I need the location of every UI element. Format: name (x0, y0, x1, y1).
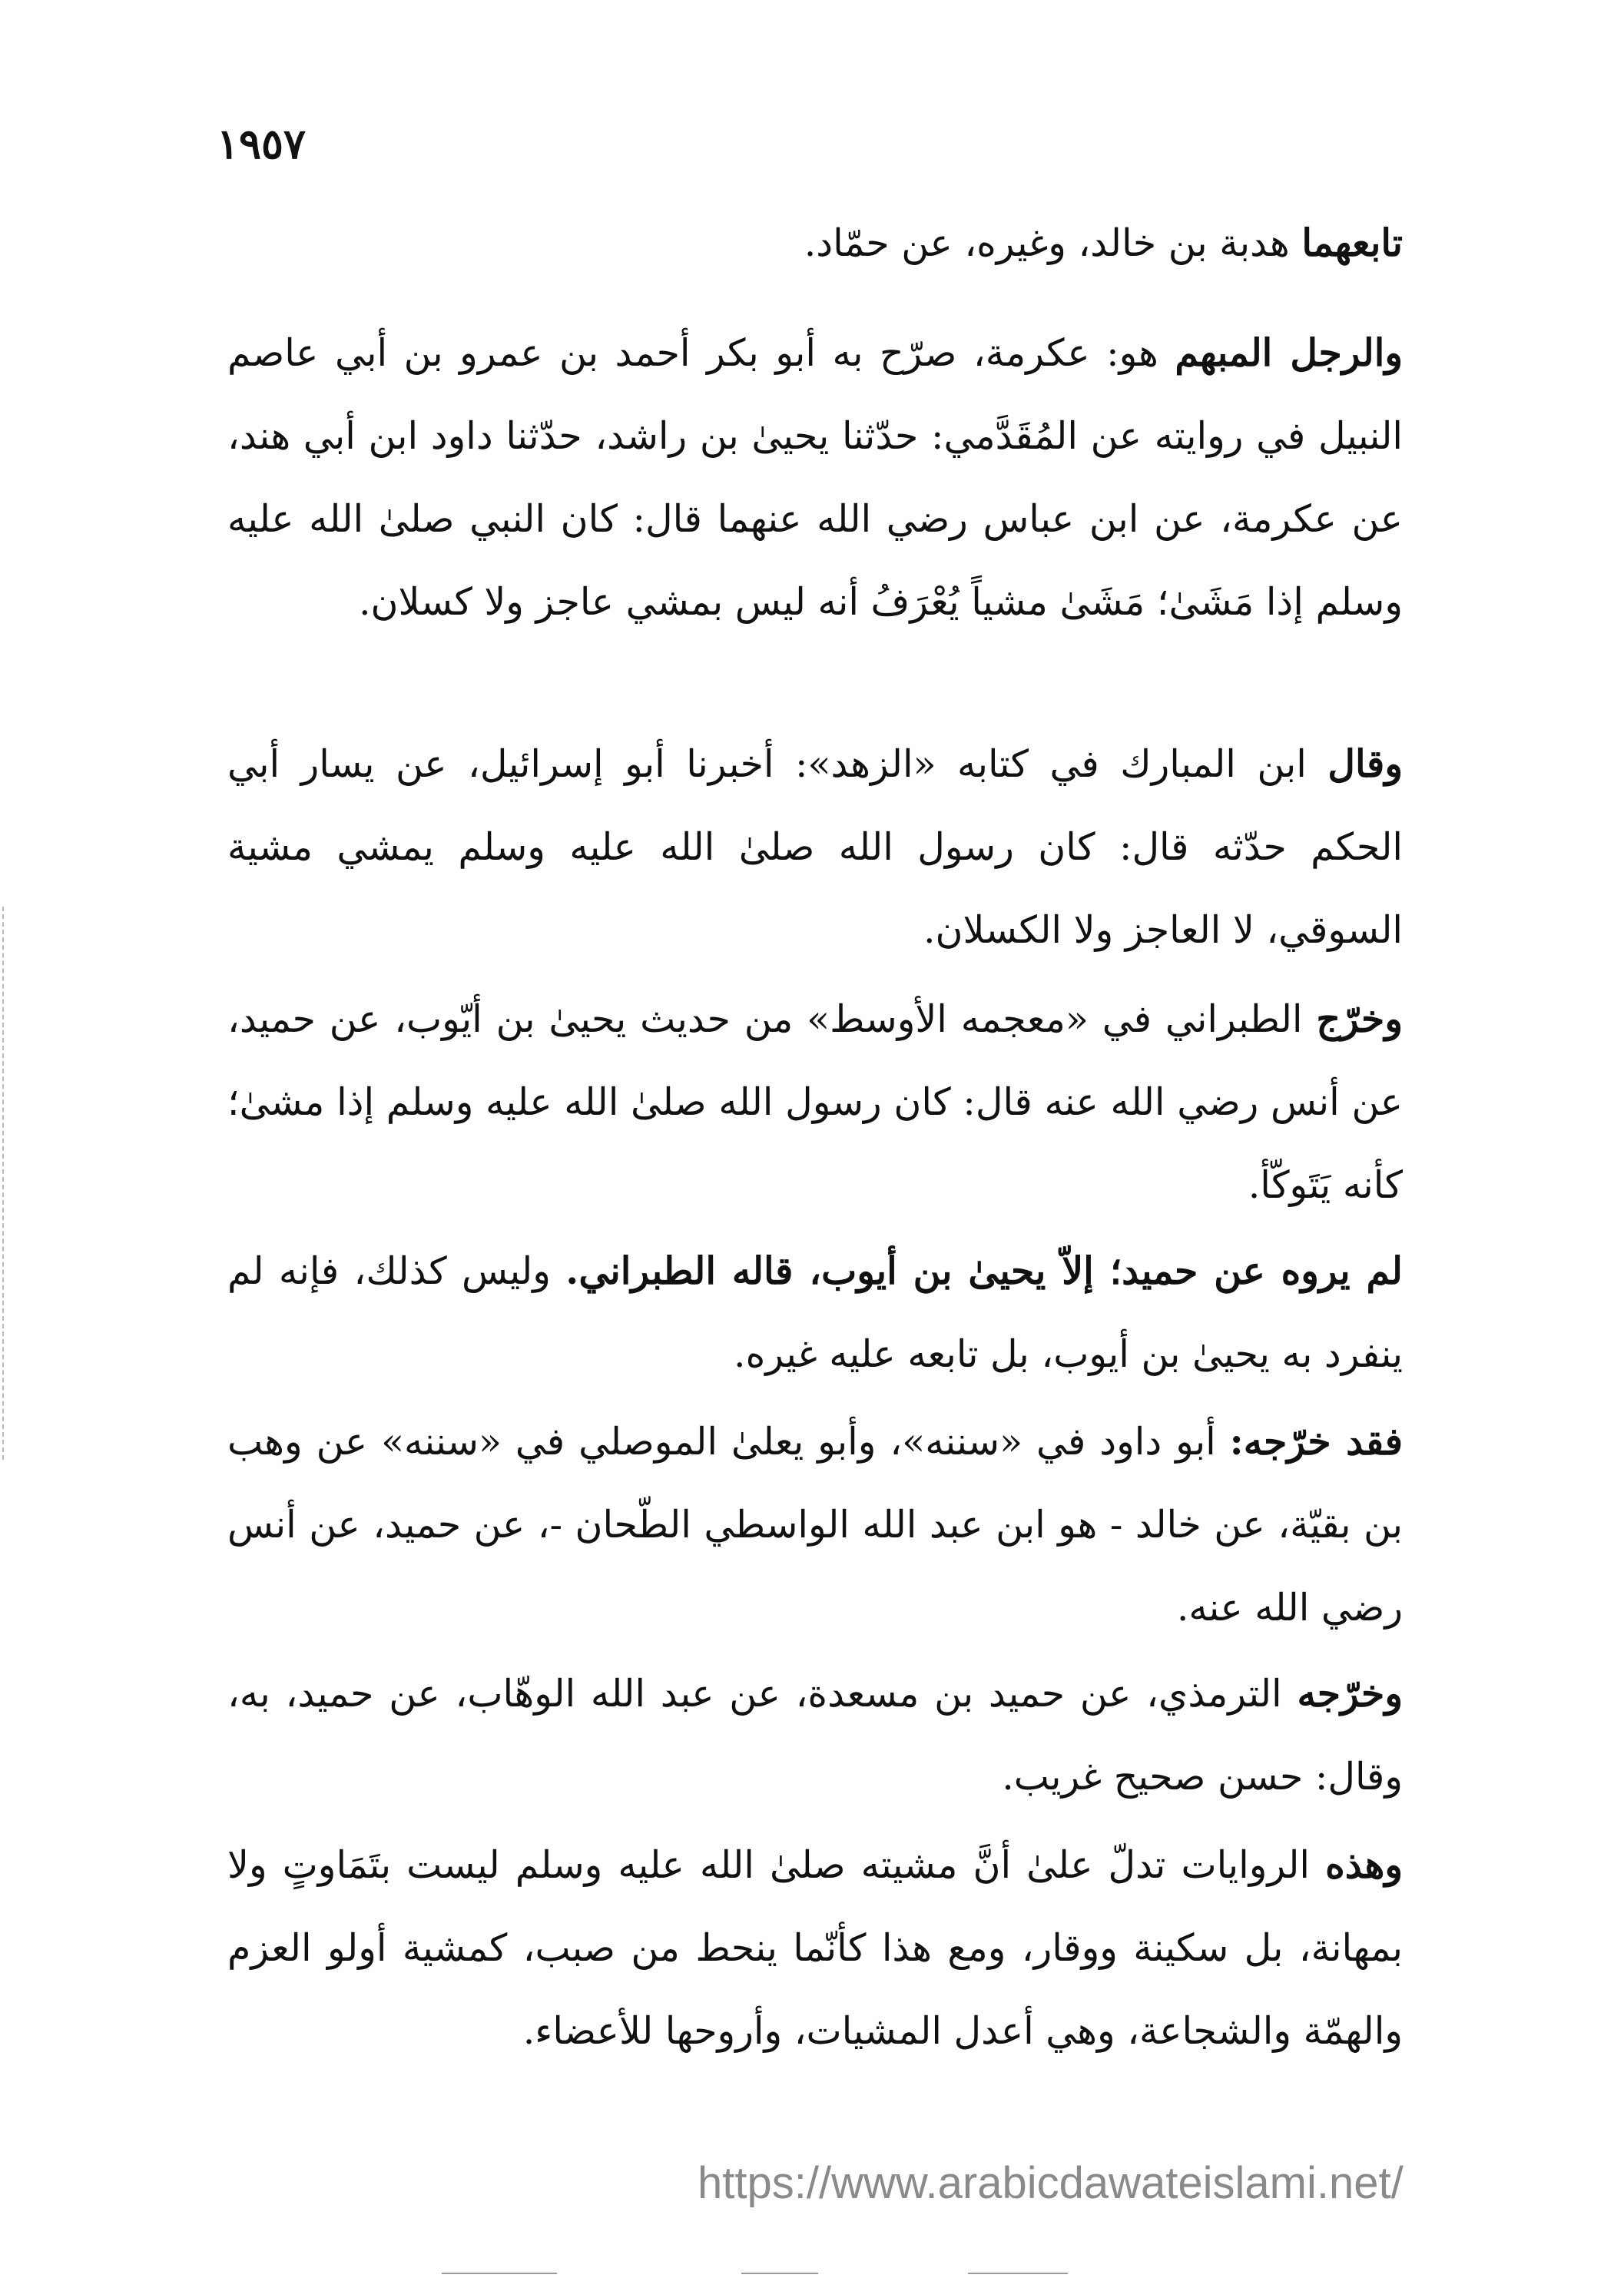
bottom-rule (968, 2273, 1068, 2274)
paragraph-7-lead: وخرّجه (1297, 1671, 1403, 1716)
paragraph-2-lead: والرجل المبهم (1175, 330, 1403, 375)
watermark-url: https://www.arabicdawateislami.net/ (698, 2158, 1404, 2208)
page-number: ١٩٥٧ (217, 119, 307, 168)
paragraph-3-lead: وقال (1327, 741, 1403, 786)
bottom-rule (741, 2273, 818, 2274)
margin-dash-line (2, 907, 4, 1460)
paragraph-2 (227, 311, 1403, 644)
paragraph-8-lead: وهذه (1325, 1842, 1403, 1887)
paragraph-8-text: الروايات تدلّ علىٰ أنَّ مشيته صلىٰ الله عليه وسلم ليست بتَمَاوتٍ ولا بمهانة، بل سكينة ووقار، ومع هذا كأنّما ينحط من صبب، كمشية أولو العزم والهمّة والشجاعة، وهي أعدل المشيات، وأروحها للأعضاء. (227, 1843, 1403, 2053)
paragraph-3 (227, 722, 1403, 972)
paragraph-7-text: الترمذي، عن حميد بن مسعدة، عن عبد الله الوهّاب، عن حميد، به، وقال: حسن صحيح غريب. (227, 1672, 1403, 1799)
paragraph-8 (227, 1823, 1403, 2073)
paragraph-6-lead: فقد خرّجه: (1229, 1419, 1404, 1464)
paragraph-5 (227, 1229, 1403, 1396)
paragraph-1-text: هدبة بن خالد، وغيره، عن حمّاد. (804, 221, 1302, 265)
paragraph-4-lead: وخرّج (1316, 996, 1403, 1041)
paragraph-6-text: أبو داود في «سننه»، وأبو يعلىٰ الموصلي في «سننه» عن وهب بن بقيّة، عن خالد - هو ابن عبد الله الواسطي الطّحان -، عن حميد، عن أنس رضي الله عنه. (227, 1420, 1403, 1630)
paragraph-7 (227, 1652, 1403, 1819)
paragraph-5-text: وليس كذلك، فإنه لم ينفرد به يحيىٰ بن أيوب، بل تابعه عليه غيره. (227, 1249, 1403, 1376)
paragraph-2-text: هو: عكرمة، صرّح به أبو بكر أحمد بن عمرو بن أبي عاصم النبيل في روايته عن المُقَدَّمي: حدّثنا يحيىٰ بن راشد، حدّثنا داود ابن أبي هند، عن عكرمة، عن ابن عباس رضي الله عنهما قال: كان النبي صلىٰ الله عليه وسلم إذا مَشَىٰ؛ مَشَىٰ مشياً يُعْرَفُ أنه ليس بمشي عاجز ولا كسلان. (227, 331, 1403, 624)
paragraph-1 (227, 201, 1403, 285)
paragraph-4-text: الطبراني في «معجمه الأوسط» من حديث يحيىٰ بن أيّوب، عن حميد، عن أنس رضي الله عنه قال: كان رسول الله صلىٰ الله عليه وسلم إذا مشىٰ؛ كأنه يَتَوكّأ. (227, 997, 1403, 1207)
paragraph-4 (227, 977, 1403, 1227)
paragraph-1-lead: تابعهما (1301, 221, 1403, 265)
paragraph-3-text: ابن المبارك في كتابه «الزهد»: أخبرنا أبو إسرائيل، عن يسار أبي الحكم حدّثه قال: كان رسول الله صلىٰ الله عليه وسلم يمشي مشية السوقي، لا العاجز ولا الكسلان. (227, 742, 1403, 952)
paragraph-5-lead: لم يروه عن حميد؛ إلاّ يحيىٰ بن أيوب، قاله الطبراني. (565, 1248, 1403, 1293)
paragraph-6 (227, 1400, 1403, 1650)
bottom-rule (442, 2273, 557, 2274)
